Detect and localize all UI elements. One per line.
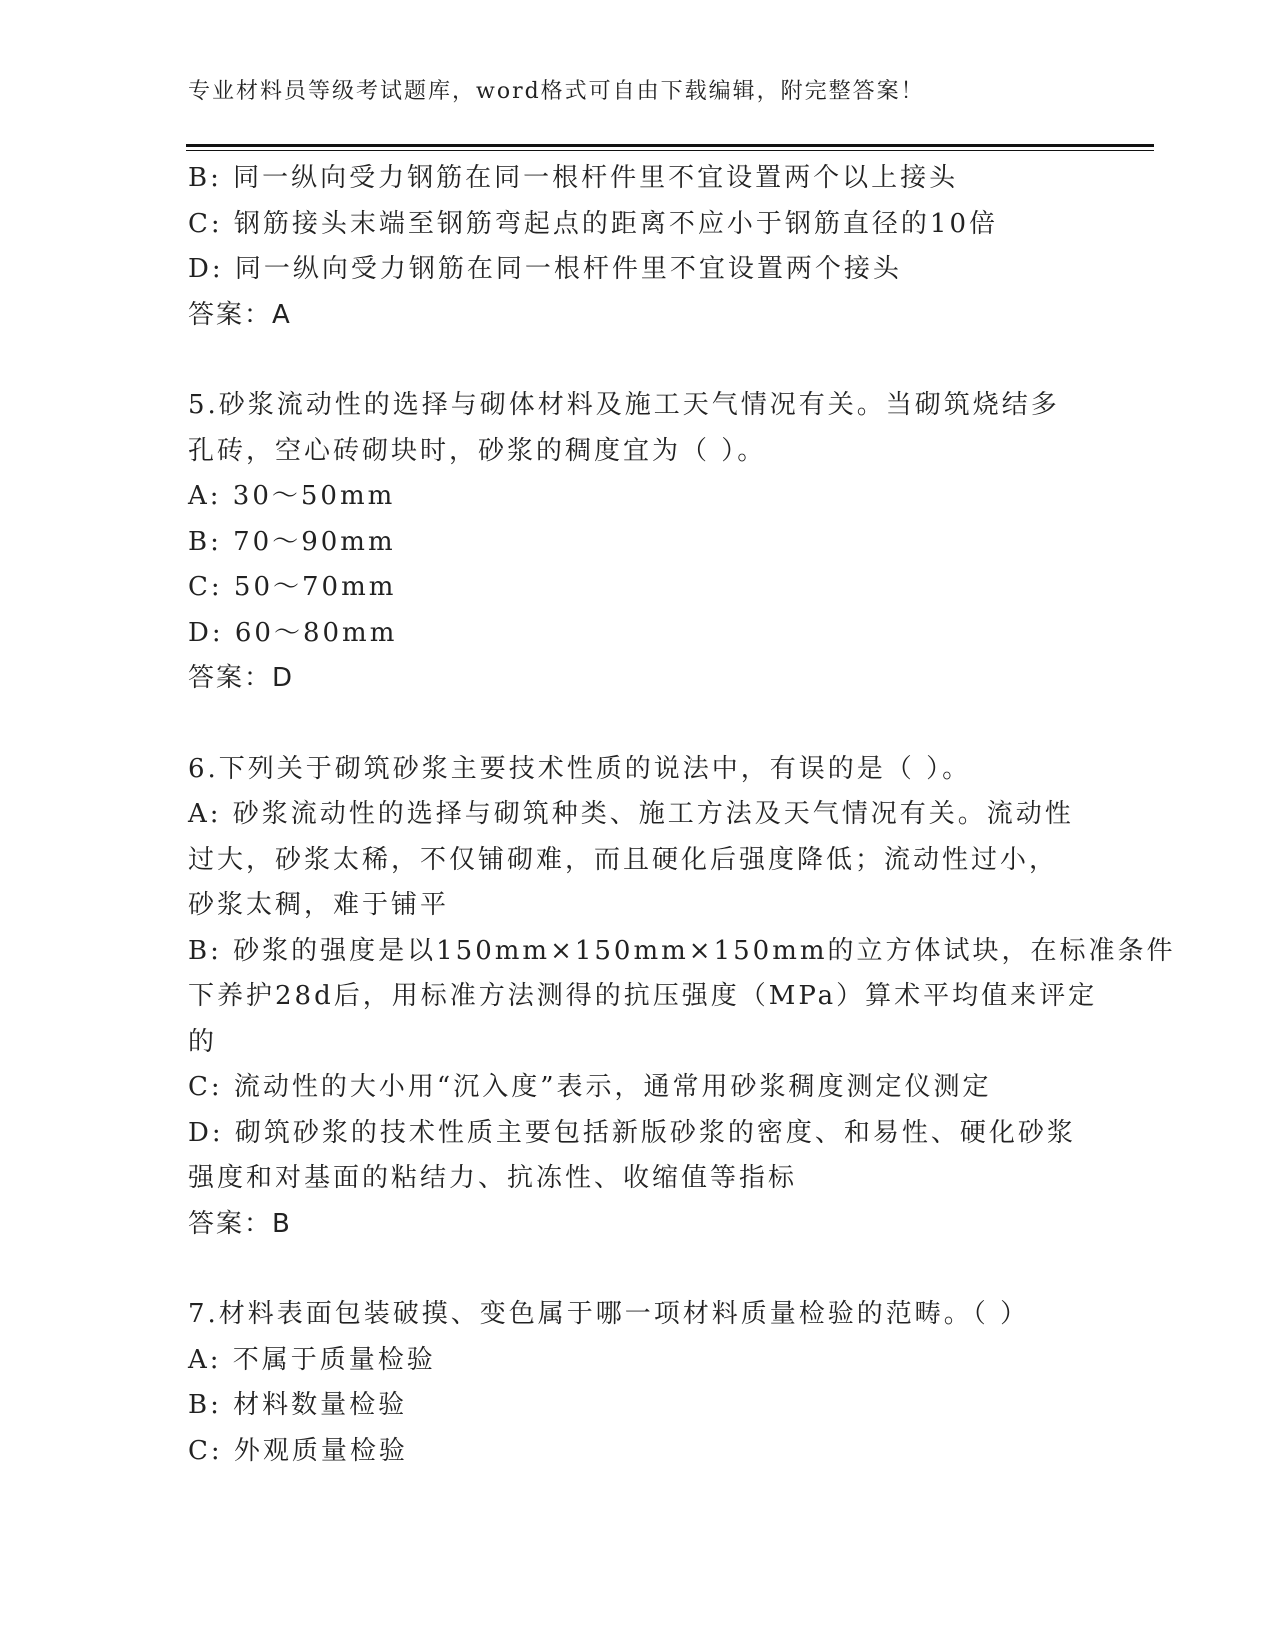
q6-option-b-line2: 下养护28d后，用标准方法测得的抗压强度（MPa）算术平均值来评定 <box>188 981 1098 1011</box>
q5-answer: 答案：D <box>188 663 295 693</box>
q6-answer: 答案：B <box>188 1208 292 1239</box>
question-5 <box>188 383 1088 702</box>
q6-option-b-line3: 的 <box>188 1026 218 1057</box>
header-rule-thick <box>186 144 1154 147</box>
q6-option-a-line3: 砂浆太稠，难于铺平 <box>188 890 450 920</box>
q4-option-d: D: 同一纵向受力钢筋在同一根杆件里不宜设置两个接头 <box>188 254 902 284</box>
q6-option-d-line2: 强度和对基面的粘结力、抗冻性、收缩值等指标 <box>188 1163 798 1193</box>
q5-option-c: C: 50～70mm <box>188 572 397 602</box>
q6-stem: 6.下列关于砌筑砂浆主要技术性质的说法中，有误的是（ ）。 <box>188 753 972 784</box>
q6-option-c: C: 流动性的大小用“沉入度”表示，通常用砂浆稠度测定仪测定 <box>188 1072 992 1102</box>
page-header: 专业材料员等级考试题库，word格式可自由下载编辑，附完整答案！ <box>188 79 925 104</box>
q7-option-c: C: 外观质量检验 <box>188 1435 408 1466</box>
q4-option-c: C: 钢筋接头末端至钢筋弯起点的距离不应小于钢筋直径的10倍 <box>188 208 999 239</box>
q5-stem-line1: 5.砂浆流动性的选择与砌体材料及施工天气情况有关。当砌筑烧结多 <box>188 390 1060 420</box>
q7-option-b: B: 材料数量检验 <box>188 1390 408 1420</box>
q6-option-b-line1: B: 砂浆的强度是以150mm×150mm×150mm的立方体试块，在标准条件 <box>188 935 1176 966</box>
q5-stem-line2: 孔砖，空心砖砌块时，砂浆的稠度宜为（ ）。 <box>188 435 767 466</box>
question-4 <box>188 156 1088 338</box>
q6-option-a-line1: A: 砂浆流动性的选择与砌筑种类、施工方法及天气情况有关。流动性 <box>188 799 1074 829</box>
q5-option-d: D: 60～80mm <box>188 617 398 648</box>
question-6 <box>188 747 1176 1248</box>
question-7 <box>188 1292 1088 1474</box>
exam-content <box>188 156 1176 1474</box>
header-rule-thin <box>186 150 1154 151</box>
q7-stem: 7.材料表面包装破摸、变色属于哪一项材料质量检验的范畴。（ ） <box>188 1299 1030 1329</box>
q6-option-a-line2: 过大，砂浆太稀，不仅铺砌难，而且硬化后强度降低；流动性过小， <box>188 844 1059 875</box>
q5-option-a: A: 30～50mm <box>188 481 396 511</box>
q4-answer: 答案：A <box>188 299 292 330</box>
q6-option-d-line1: D: 砌筑砂浆的技术性质主要包括新版砂浆的密度、和易性、硬化砂浆 <box>188 1117 1076 1148</box>
q4-option-b: B: 同一纵向受力钢筋在同一根杆件里不宜设置两个以上接头 <box>188 163 959 193</box>
q5-option-b: B: 70～90mm <box>188 526 396 557</box>
q7-option-a: A: 不属于质量检验 <box>188 1344 436 1375</box>
